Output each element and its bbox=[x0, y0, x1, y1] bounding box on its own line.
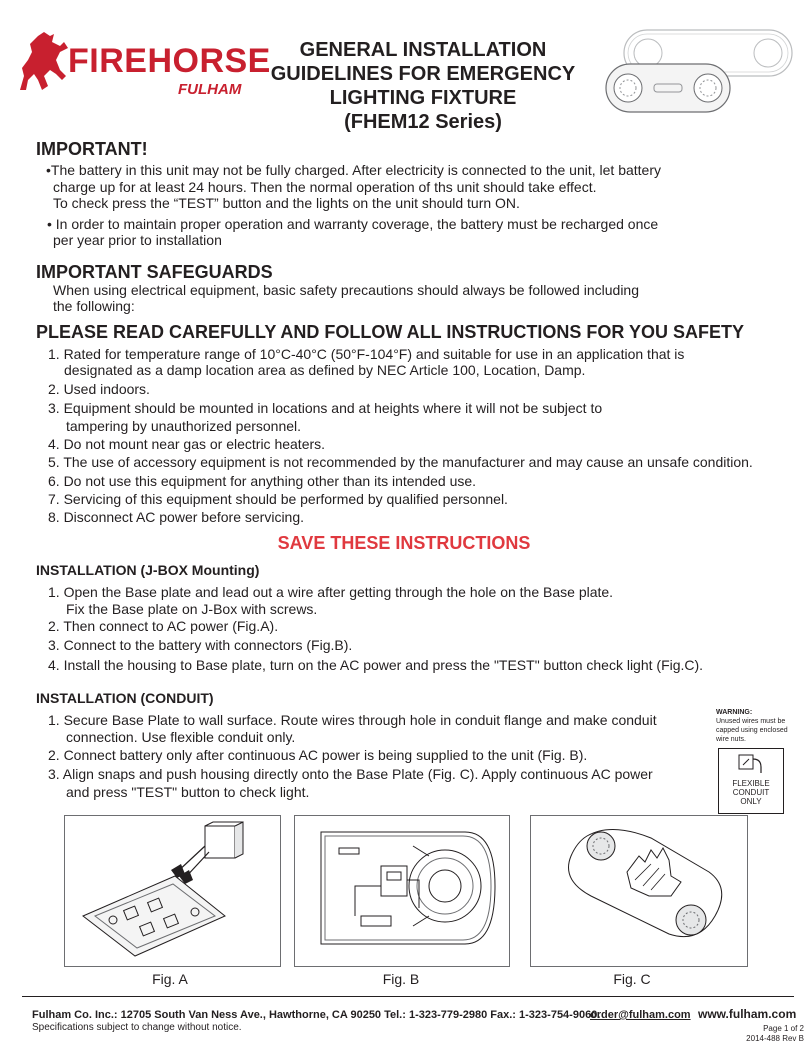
sub-brand-name: FULHAM bbox=[178, 81, 242, 98]
instruction-item: 7. Servicing of this equipment should be performed by qualified personnel. bbox=[48, 491, 508, 507]
brand-logo bbox=[14, 30, 271, 100]
instruction-item: tampering by unauthorized personnel. bbox=[66, 418, 302, 434]
title-line: (FHEM12 Series) bbox=[344, 111, 502, 133]
footer-email[interactable]: order@fulham.com bbox=[590, 1009, 691, 1021]
footer-company: Fulham Co. Inc.: 12705 South Van Ness Ave., Hawthorne, CA 90250 Tel.: 1-323-779-2980 Fax.: 1-323-754-9060. bbox=[32, 1009, 601, 1021]
instruction-item: 3. Equipment should be mounted in locations and at heights where it will not be subject to bbox=[48, 400, 603, 416]
safeguards-line: the following: bbox=[53, 298, 135, 314]
conduit-item: connection. Use flexible conduit only. bbox=[66, 729, 296, 745]
base-plate-jbox-illustration bbox=[65, 816, 280, 966]
figure-a-caption: Fig. A bbox=[152, 971, 188, 987]
footer-divider bbox=[22, 996, 794, 997]
jbox-item: 2. Then connect to AC power (Fig.A). bbox=[48, 618, 279, 634]
instruction-item: 6. Do not use this equipment for anything other than its intended use. bbox=[48, 473, 477, 489]
instruction-item: 5. The use of accessory equipment is not recommended by the manufacturer and may cause an unsafe condition. bbox=[48, 454, 753, 470]
jbox-item: 4. Install the housing to Base plate, turn on the AC power and press the "TEST" button check light (Fig.C). bbox=[48, 657, 704, 673]
title-line: GUIDELINES FOR EMERGENCY bbox=[270, 63, 576, 85]
jbox-heading: INSTALLATION (J-BOX Mounting) bbox=[36, 562, 260, 578]
figure-b-caption: Fig. B bbox=[382, 971, 420, 987]
jbox-item: Fix the Base plate on J-Box with screws. bbox=[66, 601, 318, 617]
important-line: To check press the “TEST” button and the lights on the unit should turn ON. bbox=[53, 195, 520, 211]
footer-page: Page 1 of 2 bbox=[763, 1024, 804, 1033]
safeguards-line: When using electrical equipment, basic safety precautions should always be followed including bbox=[53, 282, 639, 298]
instruction-item: 4. Do not mount near gas or electric heaters. bbox=[48, 436, 326, 452]
footer-rev: 2014-488 Rev B bbox=[746, 1034, 804, 1043]
conduit-icon bbox=[737, 753, 765, 775]
footer-note: Specifications subject to change without notice. bbox=[32, 1022, 242, 1033]
figure-a bbox=[64, 815, 281, 967]
horse-icon bbox=[14, 30, 70, 94]
save-instructions-heading: SAVE THESE INSTRUCTIONS bbox=[277, 533, 531, 553]
warning-text: Unused wires must be bbox=[716, 718, 786, 725]
warning-title: WARNING: bbox=[716, 709, 753, 716]
important-line: • In order to maintain proper operation and warranty coverage, the battery must be recharged once bbox=[47, 216, 659, 232]
conduit-heading: INSTALLATION (CONDUIT) bbox=[36, 690, 214, 706]
product-illustration bbox=[604, 26, 796, 122]
brand-name: FIREHORSE bbox=[68, 42, 271, 80]
flexible-conduit-box bbox=[718, 748, 784, 814]
figure-c bbox=[530, 815, 748, 967]
warning-block bbox=[716, 708, 800, 814]
conduit-label: CONDUIT bbox=[732, 788, 770, 797]
instruction-item: 2. Used indoors. bbox=[48, 381, 150, 397]
warning-text: wire nuts. bbox=[716, 736, 746, 743]
page-title bbox=[258, 38, 588, 134]
conduit-label: FLEXIBLE bbox=[732, 779, 770, 788]
jbox-item: 1. Open the Base plate and lead out a wire after getting through the hole on the Base plate. bbox=[48, 584, 614, 600]
title-line: GENERAL INSTALLATION bbox=[299, 39, 547, 61]
title-line: LIGHTING FIXTURE bbox=[329, 87, 517, 109]
instruction-item: 1. Rated for temperature range of 10°C-40°C (50°F-104°F) and suitable for use in an application that is bbox=[48, 346, 685, 362]
safeguards-heading: IMPORTANT SAFEGUARDS bbox=[36, 262, 273, 282]
warning-text: capped using enclosed bbox=[716, 727, 788, 734]
important-line: per year prior to installation bbox=[53, 232, 222, 248]
housing-install-illustration bbox=[531, 816, 747, 966]
battery-connection-illustration bbox=[295, 816, 509, 966]
jbox-item: 3. Connect to the battery with connectors (Fig.B). bbox=[48, 637, 353, 653]
important-line: •The battery in this unit may not be fully charged. After electricity is connected to the unit, let battery bbox=[46, 162, 661, 178]
conduit-item: 2. Connect battery only after continuous AC power is being supplied to the unit (Fig. B). bbox=[48, 747, 588, 763]
conduit-item: 1. Secure Base Plate to wall surface. Route wires through hole in conduit flange and make conduit bbox=[48, 712, 657, 728]
instruction-item: 8. Disconnect AC power before servicing. bbox=[48, 509, 305, 525]
footer-website[interactable]: www.fulham.com bbox=[698, 1007, 797, 1021]
instruction-item: designated as a damp location area as defined by NEC Article 100, Location, Damp. bbox=[64, 362, 586, 378]
figure-c-caption: Fig. C bbox=[613, 971, 651, 987]
conduit-item: and press "TEST" button to check light. bbox=[66, 784, 310, 800]
conduit-label: ONLY bbox=[740, 797, 762, 806]
instructions-heading: PLEASE READ CAREFULLY AND FOLLOW ALL INSTRUCTIONS FOR YOU SAFETY bbox=[36, 322, 745, 342]
important-heading: IMPORTANT! bbox=[36, 139, 148, 159]
conduit-item: 3. Align snaps and push housing directly onto the Base Plate (Fig. C). Apply continuous AC power bbox=[48, 766, 653, 782]
important-line: charge up for at least 24 hours. Then the normal operation of ths unit should take effect. bbox=[53, 179, 597, 195]
figure-b bbox=[294, 815, 510, 967]
